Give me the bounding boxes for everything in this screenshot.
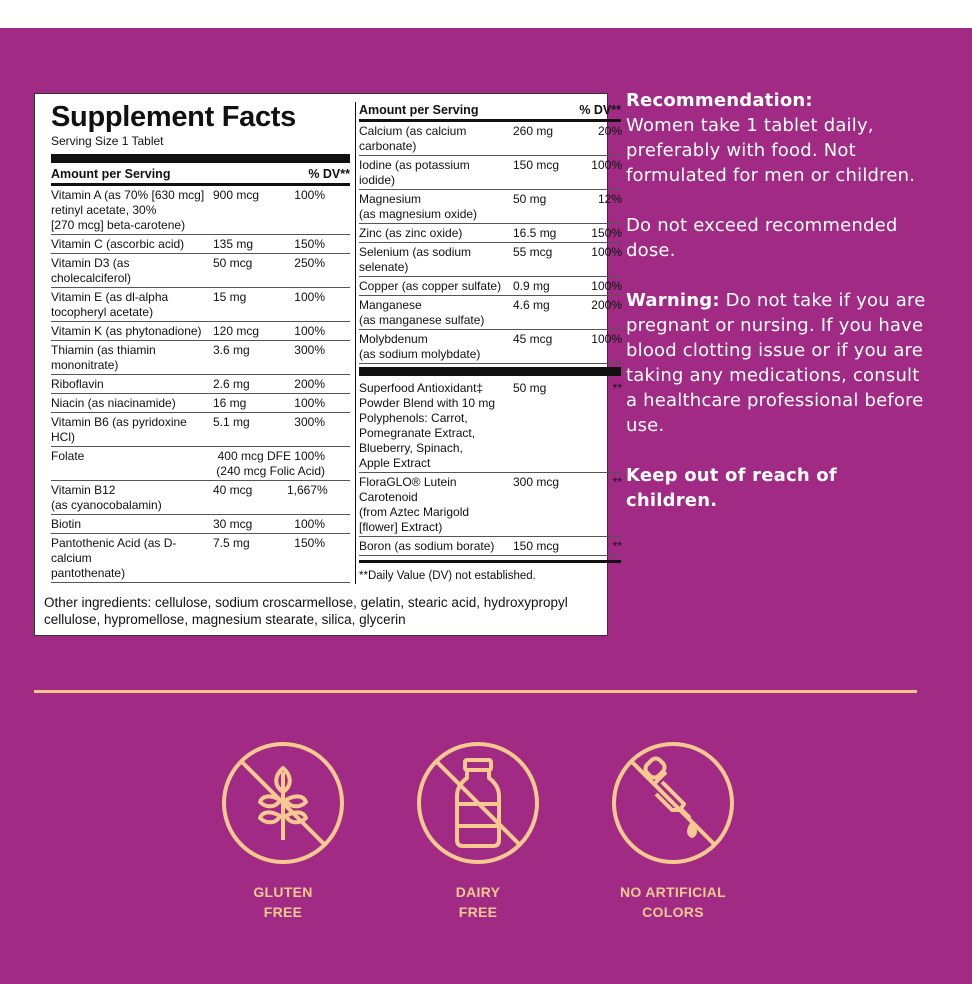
nutrient-dv: 200%	[294, 377, 325, 391]
nutrient-name: Folate	[51, 449, 85, 463]
folate-folic-acid: (240 mcg Folic Acid)	[216, 464, 325, 478]
nutrient-row	[51, 534, 350, 583]
nutrient-amount: 4.6 mg	[513, 298, 550, 312]
facts-header	[51, 166, 350, 186]
nutrient-name: Vitamin B6 (as pyridoxine HCl)	[51, 415, 187, 444]
nutrient-name: Vitamin E (as dl-alpha tocopheryl acetate)	[51, 290, 169, 319]
nutrient-dv: 150%	[294, 237, 325, 251]
recommendation-heading: Recommendation:	[626, 90, 813, 111]
other-ingredients: Other ingredients: cellulose, sodium croscarmellose, gelatin, stearic acid, hydroxypropyl cellulose, hypromellose, magnesium stearate, silica, glycerin	[44, 595, 568, 627]
dose-text: Do not exceed recommended dose.	[626, 215, 898, 261]
facts-header-right	[359, 102, 621, 122]
nutrient-name: Superfood Antioxidant‡ Powder Blend with 10 mg Polyphenols: Carrot, Pomegranate Extract, Blueberry, Spinach, Apple Extract	[359, 381, 496, 470]
badge-no-artificial-colors	[610, 740, 736, 922]
header-dv: % DV**	[579, 103, 621, 117]
nutrient-amount: 5.1 mg	[213, 415, 250, 429]
nutrient-row	[51, 413, 350, 447]
nutrient-name: Calcium (as calcium carbonate)	[359, 124, 467, 153]
nutrient-amount: 15 mg	[213, 290, 247, 304]
serving-size: Serving Size 1 Tablet	[51, 134, 164, 148]
nutrient-amount: 300 mcg	[513, 475, 560, 489]
nutrient-amount: 900 mcg	[213, 188, 260, 202]
nutrient-name: Boron (as sodium borate)	[359, 539, 495, 553]
nutrient-dv: 1,667%	[287, 483, 328, 497]
nutrient-row	[51, 235, 350, 254]
badge-label: DAIRY FREE	[455, 884, 501, 920]
nutrient-row	[51, 186, 350, 235]
nutrient-row	[51, 394, 350, 413]
nutrient-name: Zinc (as zinc oxide)	[359, 226, 463, 240]
nutrient-row	[359, 330, 621, 364]
nutrient-row	[359, 190, 621, 224]
nutrient-dv: **	[612, 539, 622, 553]
nutrient-name: Vitamin B12 (as cyanocobalamin)	[51, 483, 162, 512]
nutrient-name: FloraGLO® Lutein Carotenoid (from Aztec Marigold [flower] Extract)	[359, 475, 470, 534]
facts-left-column	[51, 102, 350, 583]
nutrient-name: Vitamin A (as 70% [630 mcg] retinyl acetate, 30% [270 mcg] beta-carotene)	[51, 188, 205, 232]
supplement-facts-panel	[34, 93, 622, 636]
nutrient-amount: 30 mcg	[213, 517, 253, 531]
nutrient-dv: 300%	[294, 415, 325, 429]
folate-amount: 400 mcg DFE	[217, 449, 291, 463]
nutrient-name: Biotin	[51, 517, 82, 531]
badge-gluten-free	[220, 740, 346, 922]
dv-footnote: **Daily Value (DV) not established.	[359, 560, 621, 584]
nutrient-dv: 100%	[294, 517, 325, 531]
nutrient-row	[359, 224, 621, 243]
nutrient-dv: 100%	[294, 290, 325, 304]
nutrient-amount: 260 mg	[513, 124, 554, 138]
nutrient-amount: 55 mcg	[513, 245, 553, 259]
badge-label: NO ARTIFICIAL COLORS	[619, 884, 727, 920]
nutrient-row	[51, 254, 350, 288]
badge-dairy-free	[415, 740, 541, 922]
nutrient-name: Manganese (as manganese sulfate)	[359, 298, 485, 327]
nutrient-name: Vitamin C (ascorbic acid)	[51, 237, 185, 251]
nutrient-dv: 20%	[597, 124, 622, 138]
divider-bar	[359, 367, 621, 376]
nutrient-amount: 0.9 mg	[513, 279, 550, 293]
badge-label: GLUTEN FREE	[253, 884, 313, 920]
horizontal-divider	[34, 690, 917, 693]
recommendation-text: Women take 1 tablet daily, preferably with food. Not formulated for men or children.	[626, 115, 916, 186]
nutrient-row	[359, 296, 621, 330]
nutrient-row	[51, 341, 350, 375]
header-amount: Amount per Serving	[51, 167, 171, 181]
nutrient-dv: 200%	[591, 298, 622, 312]
divider-bar	[51, 154, 350, 163]
nutrient-dv: 100%	[591, 158, 622, 172]
nutrient-row	[51, 515, 350, 534]
nutrient-dv: 150%	[294, 536, 325, 550]
nutrient-name: Thiamin (as thiamin mononitrate)	[51, 343, 156, 372]
nutrient-name: Selenium (as sodium selenate)	[359, 245, 472, 274]
nutrient-name: Vitamin K (as phytonadione)	[51, 324, 202, 338]
nutrient-name: Pantothenic Acid (as D-calcium pantothenate)	[51, 536, 177, 580]
folate-dv: 100%	[294, 449, 325, 463]
nutrient-row-folate	[51, 447, 350, 481]
warning-label: Warning:	[626, 290, 720, 311]
recommendation-block	[626, 88, 926, 538]
nutrient-row	[51, 481, 350, 515]
header-amount: Amount per Serving	[359, 103, 479, 117]
nutrient-amount: 45 mcg	[513, 332, 553, 346]
header-dv: % DV**	[308, 167, 350, 181]
nutrient-name: Niacin (as niacinamide)	[51, 396, 176, 410]
nutrient-amount: 7.5 mg	[213, 536, 250, 550]
nutrient-dv: 300%	[294, 343, 325, 357]
nutrient-row	[359, 156, 621, 190]
nutrient-amount: 16 mg	[213, 396, 247, 410]
nutrient-dv: 100%	[591, 279, 622, 293]
nutrient-dv: 100%	[591, 245, 622, 259]
nutrient-dv: **	[612, 381, 622, 395]
nutrient-row	[51, 375, 350, 394]
nutrient-row	[359, 473, 621, 537]
milk-bottle-crossed-icon	[415, 740, 541, 866]
facts-title: Supplement Facts	[51, 101, 296, 133]
nutrient-name: Riboflavin	[51, 377, 104, 391]
nutrient-dv: 250%	[294, 256, 325, 270]
nutrient-amount	[213, 449, 325, 479]
nutrient-row	[51, 322, 350, 341]
warning-text: Do not take if you are pregnant or nursing. If you have blood clotting issue or if you are taking any medications, consult a healthcare professional before use.	[626, 290, 926, 436]
nutrient-amount: 120 mcg	[213, 324, 260, 338]
keep-out-text: Keep out of reach of children.	[626, 465, 837, 511]
nutrient-row	[51, 288, 350, 322]
nutrient-name: Iodine (as potassium iodide)	[359, 158, 470, 187]
nutrient-amount: 50 mg	[513, 381, 547, 395]
nutrient-dv: 12%	[597, 192, 622, 206]
nutrient-name: Copper (as copper sulfate)	[359, 279, 502, 293]
nutrient-name: Magnesium (as magnesium oxide)	[359, 192, 478, 221]
nutrient-name: Vitamin D3 (as cholecalciferol)	[51, 256, 132, 285]
nutrient-amount: 50 mg	[513, 192, 547, 206]
nutrient-dv: 100%	[294, 396, 325, 410]
nutrient-amount: 150 mcg	[513, 158, 560, 172]
nutrient-amount: 2.6 mg	[213, 377, 250, 391]
nutrient-name: Molybdenum (as sodium molybdate)	[359, 332, 481, 361]
nutrient-row	[359, 243, 621, 277]
nutrient-dv: 150%	[591, 226, 622, 240]
nutrient-amount: 150 mcg	[513, 539, 560, 553]
facts-right-column	[355, 102, 621, 584]
nutrient-dv: **	[612, 475, 622, 489]
nutrient-amount: 50 mcg	[213, 256, 253, 270]
wheat-crossed-icon	[220, 740, 346, 866]
nutrient-amount: 40 mcg	[213, 483, 253, 497]
dropper-crossed-icon	[610, 740, 736, 866]
nutrient-amount: 135 mg	[213, 237, 254, 251]
nutrient-row	[359, 379, 621, 473]
nutrient-dv: 100%	[591, 332, 622, 346]
nutrient-row	[359, 122, 621, 156]
nutrient-dv: 100%	[294, 188, 325, 202]
nutrient-row	[359, 277, 621, 296]
nutrient-dv: 100%	[294, 324, 325, 338]
nutrient-row	[359, 537, 621, 556]
nutrient-amount: 16.5 mg	[513, 226, 557, 240]
nutrient-amount: 3.6 mg	[213, 343, 250, 357]
